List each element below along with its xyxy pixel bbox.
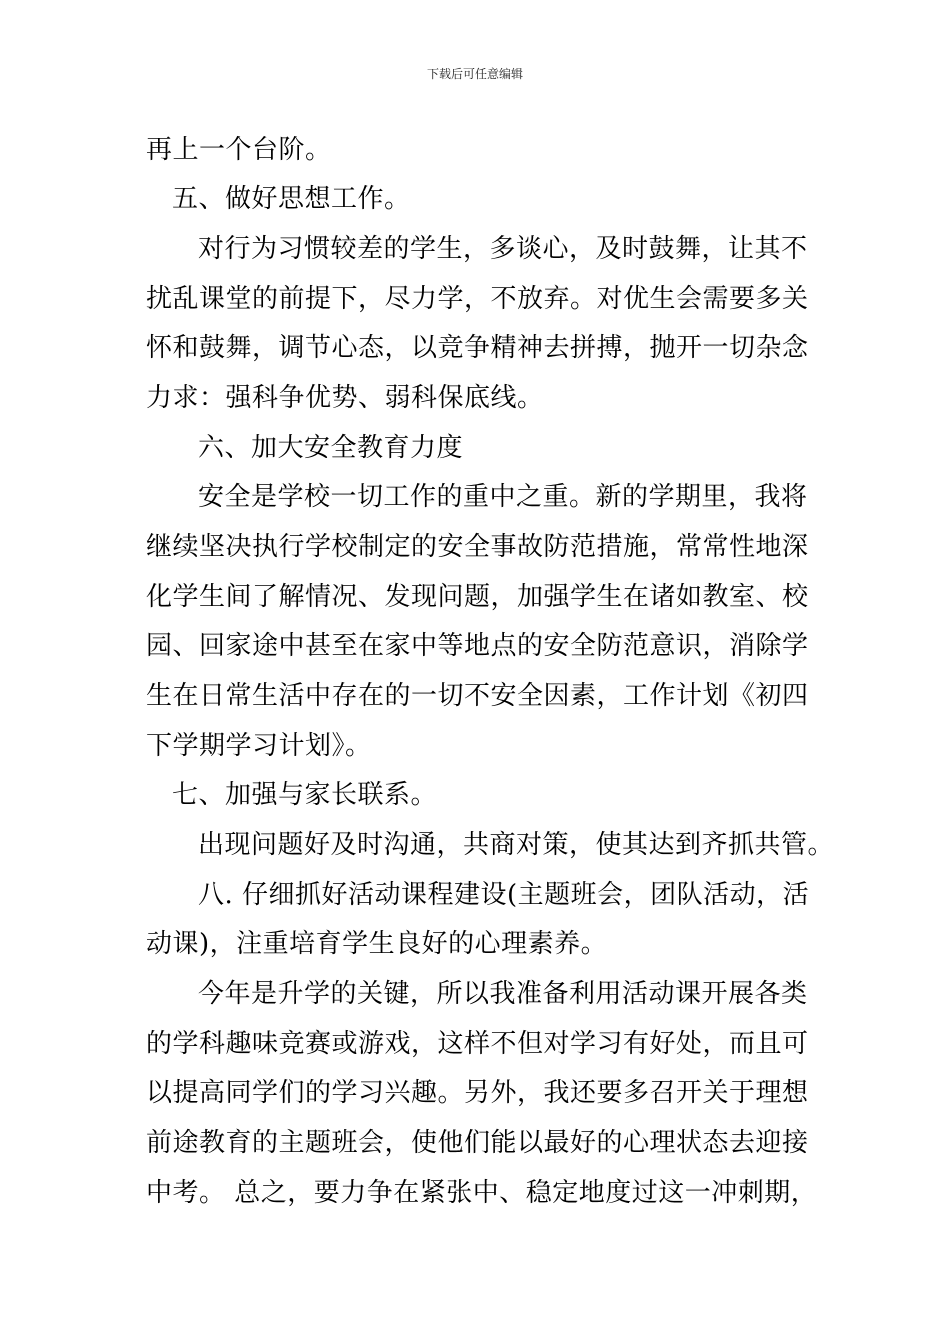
text-line: 再上一个台阶。 (146, 135, 332, 165)
text-line: 前途教育的主题班会，使他们能以最好的心理状态去迎接 (146, 1128, 809, 1158)
text-line: 继续坚决执行学校制定的安全事故防范措施，常常性地深 (146, 532, 809, 562)
text-line: 化学生间了解情况、发现问题，加强学生在诸如教室、校 (146, 582, 809, 612)
page-header: 下载后可任意编辑 (426, 67, 523, 81)
text-line: 动课)，注重培育学生良好的心理素养。 (146, 929, 608, 959)
text-line: 力求：强科争优势、弱科保底线。 (146, 383, 544, 413)
section-heading-8: 八. 仔细抓好活动课程建设(主题班会，团队活动，活 (198, 880, 810, 910)
text-line: 生在日常生活中存在的一切不安全因素，工作计划《初四 (146, 681, 809, 711)
text-line: 园、回家途中甚至在家中等地点的安全防范意识，消除学 (146, 631, 809, 661)
text-line: 下学期学习计划》。 (146, 731, 372, 761)
text-line: 出现问题好及时沟通，共商对策，使其达到齐抓共管。 (198, 830, 835, 860)
text-line: 以提高同学们的学习兴趣。另外，我还要多召开关于理想 (146, 1078, 809, 1108)
text-line: 今年是升学的关键，所以我准备利用活动课开展各类 (198, 979, 808, 1009)
text-line: 安全是学校一切工作的重中之重。新的学期里，我将 (198, 482, 808, 512)
text-line: 怀和鼓舞，调节心态，以竞争精神去拼搏，抛开一切杂念 (146, 333, 809, 363)
section-heading-5: 五、做好思想工作。 (172, 184, 411, 214)
text-line: 中考。 总之，要力争在紧张中、稳定地度过这一冲刺期， (146, 1178, 818, 1208)
text-line: 对行为习惯较差的学生，多谈心，及时鼓舞，让其不 (198, 234, 808, 264)
text-line: 的学科趣味竞赛或游戏，这样不但对学习有好处，而且可 (146, 1029, 809, 1059)
text-line: 扰乱课堂的前提下，尽力学，不放弃。对优生会需要多关 (146, 284, 809, 314)
section-heading-6: 六、加大安全教育力度 (198, 433, 464, 463)
section-heading-7: 七、加强与家长联系。 (172, 780, 438, 810)
